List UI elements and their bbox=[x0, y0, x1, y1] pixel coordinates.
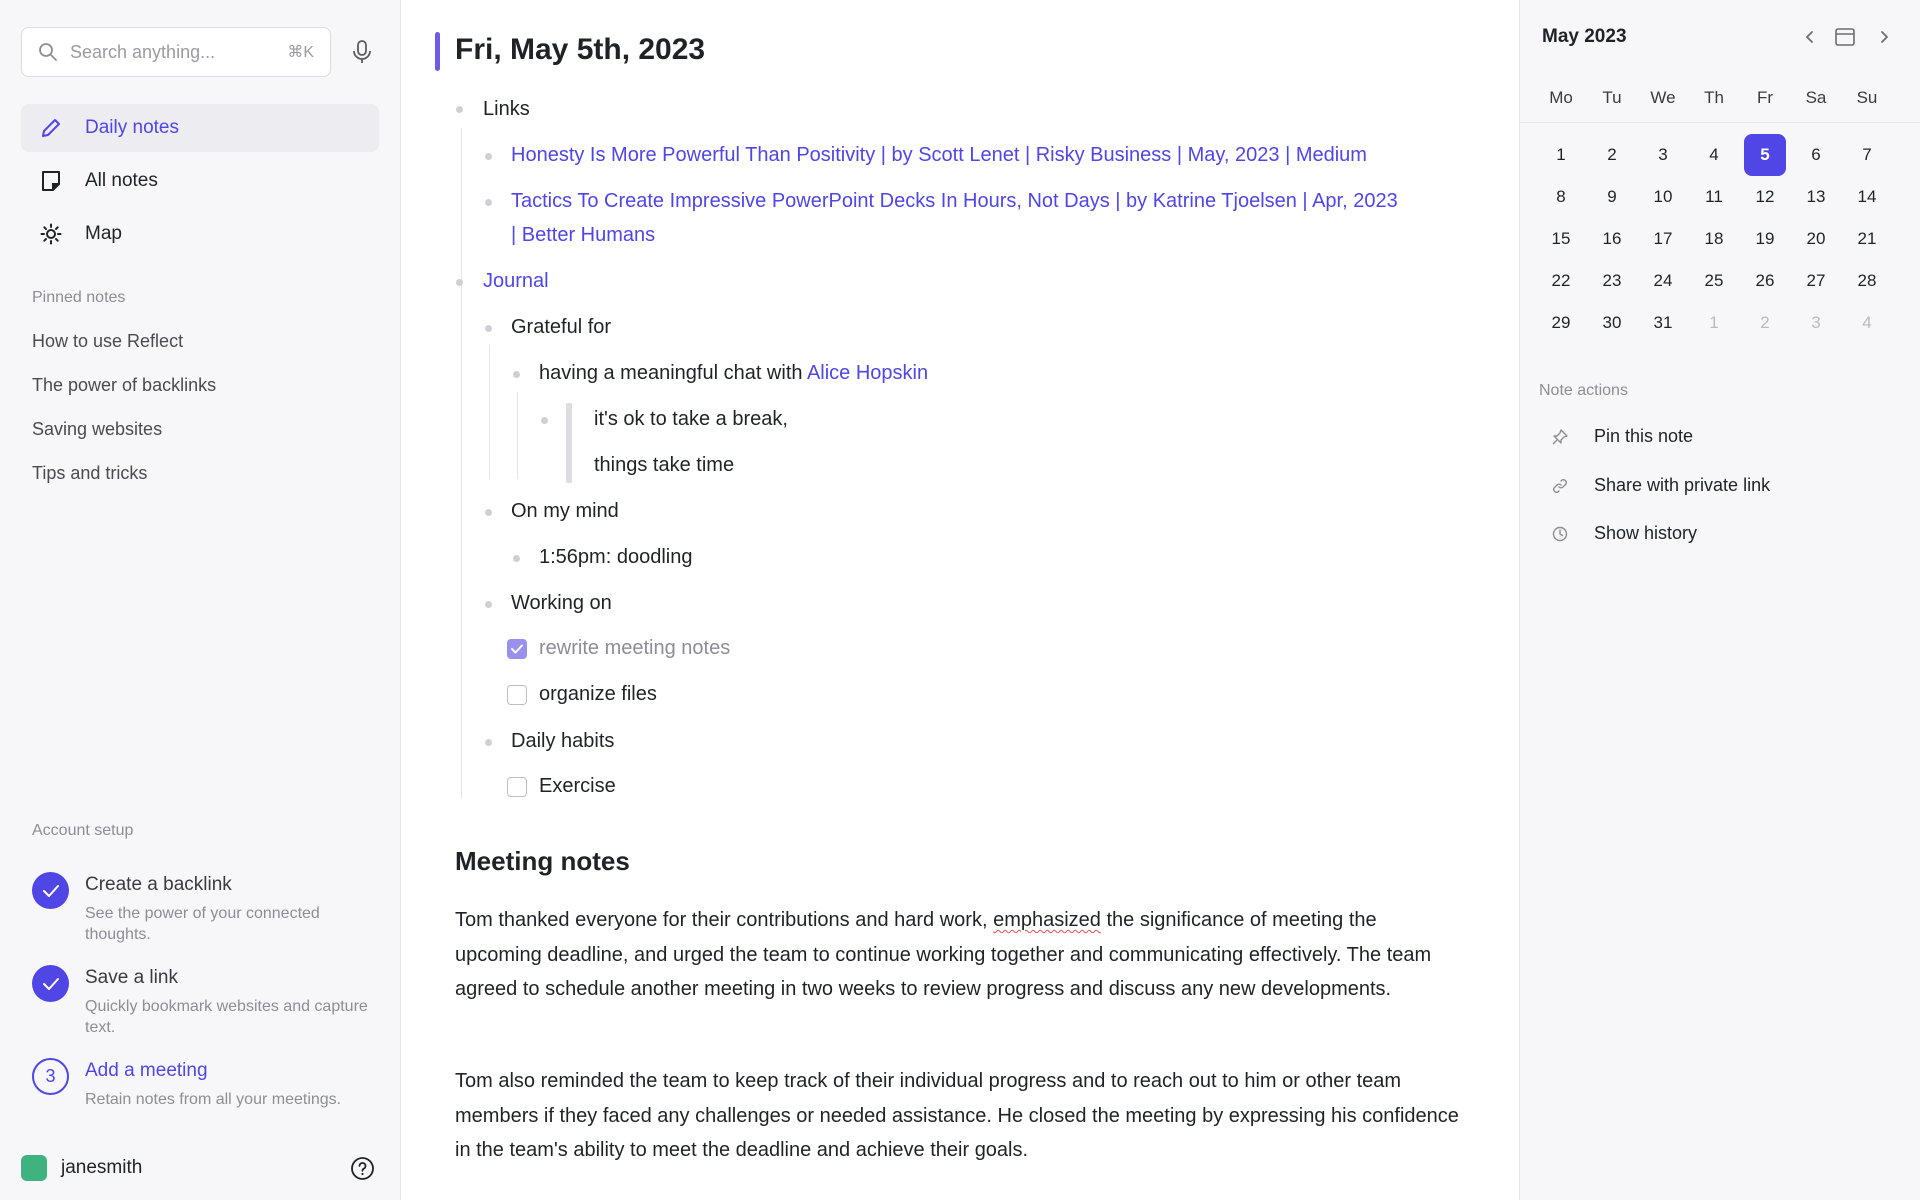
task-text[interactable]: rewrite meeting notes bbox=[539, 637, 731, 659]
calendar-day[interactable]: 30 bbox=[1602, 313, 1622, 332]
calendar-divider bbox=[1520, 122, 1920, 123]
meeting-notes-heading[interactable]: Meeting notes bbox=[455, 846, 630, 876]
left-sidebar bbox=[0, 0, 401, 1200]
calendar-day[interactable]: 3 bbox=[1658, 145, 1668, 164]
bullet bbox=[456, 106, 463, 113]
check-icon bbox=[32, 872, 69, 909]
title-accent-bar bbox=[435, 32, 440, 71]
grateful-item[interactable]: Grateful for bbox=[511, 316, 612, 338]
calendar-day[interactable]: 24 bbox=[1653, 271, 1673, 290]
calendar-icon[interactable] bbox=[1834, 26, 1856, 48]
calendar-day[interactable]: 14 bbox=[1857, 187, 1877, 206]
show-history-button[interactable] bbox=[1551, 523, 1697, 544]
calendar-day[interactable]: 3 bbox=[1811, 313, 1821, 332]
calendar-day[interactable]: 7 bbox=[1862, 145, 1872, 164]
calendar-day[interactable]: 29 bbox=[1551, 313, 1571, 332]
pinned-notes-label: Pinned notes bbox=[32, 289, 126, 306]
chat-item[interactable] bbox=[539, 362, 928, 385]
pinned-note-item[interactable]: Saving websites bbox=[32, 419, 163, 439]
calendar-day[interactable]: 9 bbox=[1607, 187, 1617, 206]
avatar bbox=[21, 1155, 47, 1181]
page-title[interactable]: Fri, May 5th, 2023 bbox=[455, 33, 706, 66]
calendar-day[interactable]: 2 bbox=[1607, 145, 1617, 164]
pin-icon bbox=[1551, 428, 1569, 446]
note-actions-label: Note actions bbox=[1539, 382, 1628, 399]
calendar-day[interactable]: 22 bbox=[1551, 271, 1571, 290]
nav-all-notes[interactable] bbox=[21, 157, 379, 205]
nav-daily-notes[interactable] bbox=[21, 104, 379, 152]
bullet bbox=[485, 601, 492, 608]
link-tactics[interactable]: Tactics To Create Impressive PowerPoint Decks In Hours, Not Days | by Katrine Tjoelsen | Apr, 2023 bbox=[511, 190, 1398, 212]
calendar-day-selected[interactable]: 5 bbox=[1744, 134, 1786, 176]
share-link-button[interactable] bbox=[1551, 475, 1770, 496]
username: janesmith bbox=[61, 1157, 143, 1178]
setup-description: Quickly bookmark websites and capture text. bbox=[85, 998, 368, 1036]
setup-title: Save a link bbox=[85, 967, 178, 988]
calendar-day[interactable]: 18 bbox=[1704, 229, 1724, 248]
bullet bbox=[485, 199, 492, 206]
quote-line[interactable]: it's ok to take a break, bbox=[594, 408, 788, 430]
misspelled-word[interactable]: emphasized bbox=[993, 909, 1101, 931]
nav-map[interactable] bbox=[21, 210, 379, 258]
note-icon bbox=[39, 169, 63, 193]
indent-guide bbox=[489, 345, 490, 479]
para-text: Tom thanked everyone for their contributions and hard work, bbox=[455, 909, 994, 931]
task-checkbox[interactable] bbox=[507, 685, 527, 705]
clock-icon bbox=[1551, 525, 1569, 543]
calendar-month: May 2023 bbox=[1542, 26, 1627, 47]
indent-guide bbox=[517, 392, 518, 479]
para-text: the significance of meeting the upcoming deadline, and urged the team to continue working together and communicating effectively. The team agreed to schedule another meeting in two weeks to review progress and discuss any new developments. bbox=[455, 909, 1432, 1000]
calendar-day[interactable]: 16 bbox=[1602, 229, 1622, 248]
calendar-day[interactable]: 31 bbox=[1653, 313, 1673, 332]
action-label: Show history bbox=[1594, 523, 1698, 543]
weekday-label: Tu bbox=[1602, 88, 1622, 107]
links-heading[interactable]: Links bbox=[483, 98, 530, 120]
pinned-note-item[interactable]: Tips and tricks bbox=[32, 463, 148, 483]
chevron-right-icon[interactable] bbox=[1873, 26, 1895, 48]
meeting-paragraph[interactable]: Tom also reminded the team to keep track of their individual progress and to reach out to him or other team members if they faced any challenges or needed assistance. He closed the meeting by expressing his confidence in the team's ability to meet the deadline and achieve their goals. bbox=[455, 1070, 1459, 1161]
nav-label: Map bbox=[85, 223, 122, 244]
chevron-left-icon[interactable] bbox=[1799, 26, 1821, 48]
right-panel bbox=[1519, 0, 1920, 1200]
sun-icon bbox=[39, 222, 63, 246]
pin-note-button[interactable] bbox=[1551, 426, 1693, 447]
nav-label: All notes bbox=[85, 170, 158, 191]
calendar-day[interactable]: 10 bbox=[1653, 187, 1673, 206]
weekday-label: Sa bbox=[1805, 88, 1827, 107]
calendar-day[interactable]: 1 bbox=[1556, 145, 1566, 164]
calendar-day[interactable]: 4 bbox=[1709, 145, 1719, 164]
bullet bbox=[485, 153, 492, 160]
working-on-item[interactable]: Working on bbox=[511, 592, 612, 614]
note-editor[interactable] bbox=[401, 0, 1519, 1200]
calendar-day[interactable]: 28 bbox=[1857, 271, 1877, 290]
indent-guide bbox=[461, 128, 462, 798]
search-placeholder: Search anything... bbox=[70, 41, 216, 62]
bullet bbox=[541, 417, 548, 424]
bullet bbox=[485, 509, 492, 516]
task-text[interactable]: organize files bbox=[539, 683, 657, 705]
bullet bbox=[513, 555, 520, 562]
search-input[interactable] bbox=[21, 27, 331, 77]
account-setup-label: Account setup bbox=[32, 822, 134, 839]
on-my-mind-item[interactable]: On my mind bbox=[511, 500, 619, 522]
calendar-day[interactable]: 25 bbox=[1704, 271, 1724, 290]
weekday-label: We bbox=[1650, 88, 1676, 107]
nav-label: Daily notes bbox=[85, 117, 179, 138]
calendar-day[interactable]: 20 bbox=[1806, 229, 1826, 248]
step-number: 3 bbox=[32, 1058, 69, 1095]
link-icon bbox=[1551, 477, 1569, 495]
user-account[interactable] bbox=[21, 1155, 142, 1181]
calendar-day[interactable]: 4 bbox=[1862, 313, 1872, 332]
calendar-day[interactable]: 13 bbox=[1806, 187, 1826, 206]
pencil-icon bbox=[39, 116, 63, 140]
calendar-day[interactable]: 1 bbox=[1709, 313, 1719, 332]
calendar-day[interactable]: 8 bbox=[1556, 187, 1566, 206]
help-icon[interactable] bbox=[350, 1156, 375, 1181]
link-honesty[interactable]: Honesty Is More Powerful Than Positivity | by Scott Lenet | Risky Business | May, 2023 | Medium bbox=[511, 144, 1367, 166]
bullet bbox=[513, 371, 520, 378]
meeting-paragraph[interactable] bbox=[455, 903, 1465, 1007]
calendar-day[interactable]: 21 bbox=[1857, 229, 1877, 248]
bullet bbox=[456, 279, 463, 286]
calendar-day[interactable]: 23 bbox=[1602, 271, 1622, 290]
setup-title: Add a meeting bbox=[85, 1060, 208, 1081]
setup-title: Create a backlink bbox=[85, 874, 232, 895]
calendar-day[interactable]: 12 bbox=[1755, 187, 1775, 206]
weekday-label: Su bbox=[1856, 88, 1878, 107]
person-link[interactable]: Alice Hopskin bbox=[806, 362, 929, 384]
weekday-label: Mo bbox=[1549, 88, 1573, 107]
journal-link[interactable]: Journal bbox=[483, 270, 549, 292]
setup-description: Retain notes from all your meetings. bbox=[85, 1091, 342, 1108]
calendar-day[interactable]: 27 bbox=[1806, 271, 1826, 290]
calendar-day[interactable]: 15 bbox=[1551, 229, 1571, 248]
calendar-day[interactable]: 19 bbox=[1755, 229, 1775, 248]
calendar-day[interactable]: 6 bbox=[1811, 145, 1821, 164]
task-checkbox[interactable] bbox=[507, 777, 527, 797]
pinned-note-item[interactable]: The power of backlinks bbox=[32, 375, 217, 395]
action-label: Share with private link bbox=[1594, 475, 1771, 495]
doodling-item[interactable]: 1:56pm: doodling bbox=[539, 546, 693, 568]
calendar-day[interactable]: 17 bbox=[1653, 229, 1673, 248]
calendar-day[interactable]: 2 bbox=[1760, 313, 1770, 332]
check-icon bbox=[32, 965, 69, 1002]
setup-description: See the power of your connected thoughts. bbox=[85, 905, 320, 943]
weekday-label: Th bbox=[1704, 88, 1724, 107]
bullet bbox=[485, 739, 492, 746]
search-shortcut: ⌘K bbox=[287, 44, 314, 61]
action-label: Pin this note bbox=[1594, 426, 1694, 446]
chat-text: having a meaningful chat with bbox=[539, 362, 807, 384]
pinned-note-item[interactable]: How to use Reflect bbox=[32, 331, 184, 351]
task-checkbox-checked[interactable] bbox=[507, 639, 527, 659]
quote-bar bbox=[566, 403, 572, 483]
calendar-day[interactable]: 11 bbox=[1705, 187, 1723, 206]
link-tactics-continued[interactable]: | Better Humans bbox=[511, 224, 656, 246]
weekday-label: Fr bbox=[1756, 88, 1774, 107]
quote-line[interactable]: things take time bbox=[594, 454, 735, 476]
search-icon bbox=[38, 42, 58, 62]
task-text[interactable]: Exercise bbox=[539, 775, 616, 797]
calendar-day[interactable]: 26 bbox=[1755, 271, 1775, 290]
bullet bbox=[485, 325, 492, 332]
microphone-icon[interactable] bbox=[350, 39, 374, 65]
daily-habits-item[interactable]: Daily habits bbox=[511, 730, 615, 752]
